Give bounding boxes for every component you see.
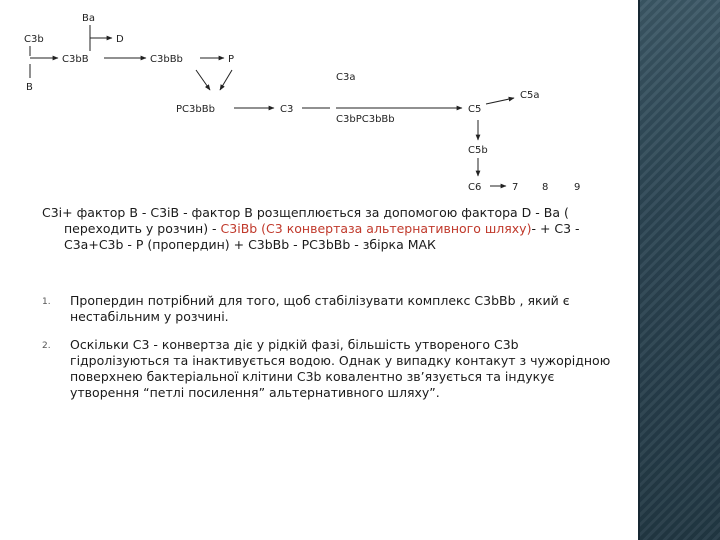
label-c3bbb: C3bBb: [150, 54, 183, 65]
list-text: Оскільки С3 - конвертза діє у рідкій фазі, більшість утвореного С3b гідролізуються та інактивується водою. Однак у випадку контакут з чужорідною поверхнею бактеріальної клітини C3b ковалентно зв’язується та індукує утворення “петлі посилення” альтернативного шляху”.: [70, 337, 611, 400]
label-b: B: [26, 82, 33, 93]
intro-text-a: C3i+ фактор B - C3iB - фактор B розщеплюється за допомогою фактора D - Ba ( переходить у розчин) -: [42, 205, 569, 236]
label-d: D: [116, 34, 124, 45]
complement-pathway-diagram: [0, 0, 640, 200]
label-c3bb: C3bB: [62, 54, 89, 65]
converge-arrow-left: [196, 70, 210, 90]
intro-text-b: - + C3 - C3a+C3b - P (пропердин) + C3bBb - PC3bBb - збірка МАК: [64, 221, 580, 252]
label-ba: Ba: [82, 13, 95, 24]
label-c9: 9: [574, 182, 581, 193]
intro-highlight: C3iBb (C3 конвертаза альтернативного шляху): [220, 221, 532, 236]
label-c5: C5: [468, 104, 482, 115]
list-item: [42, 337, 612, 401]
list-item: [42, 293, 612, 325]
label-pc3bbb: PC3bBb: [176, 104, 215, 115]
label-c6: C6: [468, 182, 482, 193]
intro-paragraph: [42, 205, 634, 253]
decorative-side-panel: [638, 0, 720, 540]
converge-arrow-right: [220, 70, 232, 90]
label-c5b: C5b: [468, 145, 488, 156]
numbered-list: [42, 293, 612, 413]
label-c3b: C3b: [24, 34, 44, 45]
list-number: 1.: [42, 297, 51, 307]
list-number: 2.: [42, 341, 51, 351]
list-text: Пропердин потрібний для того, щоб стабілізувати комплекс С3bBb , який є нестабільним у розчині.: [70, 293, 570, 324]
label-c5a: C5a: [520, 90, 540, 101]
label-c3: C3: [280, 104, 294, 115]
label-p: P: [228, 54, 235, 65]
label-c3a: C3a: [336, 72, 356, 83]
c5a-arrow: [486, 98, 514, 104]
label-c7: 7: [512, 182, 519, 193]
label-c8: 8: [542, 182, 549, 193]
label-c3bpc3bbb: C3bPC3bBb: [336, 114, 395, 125]
